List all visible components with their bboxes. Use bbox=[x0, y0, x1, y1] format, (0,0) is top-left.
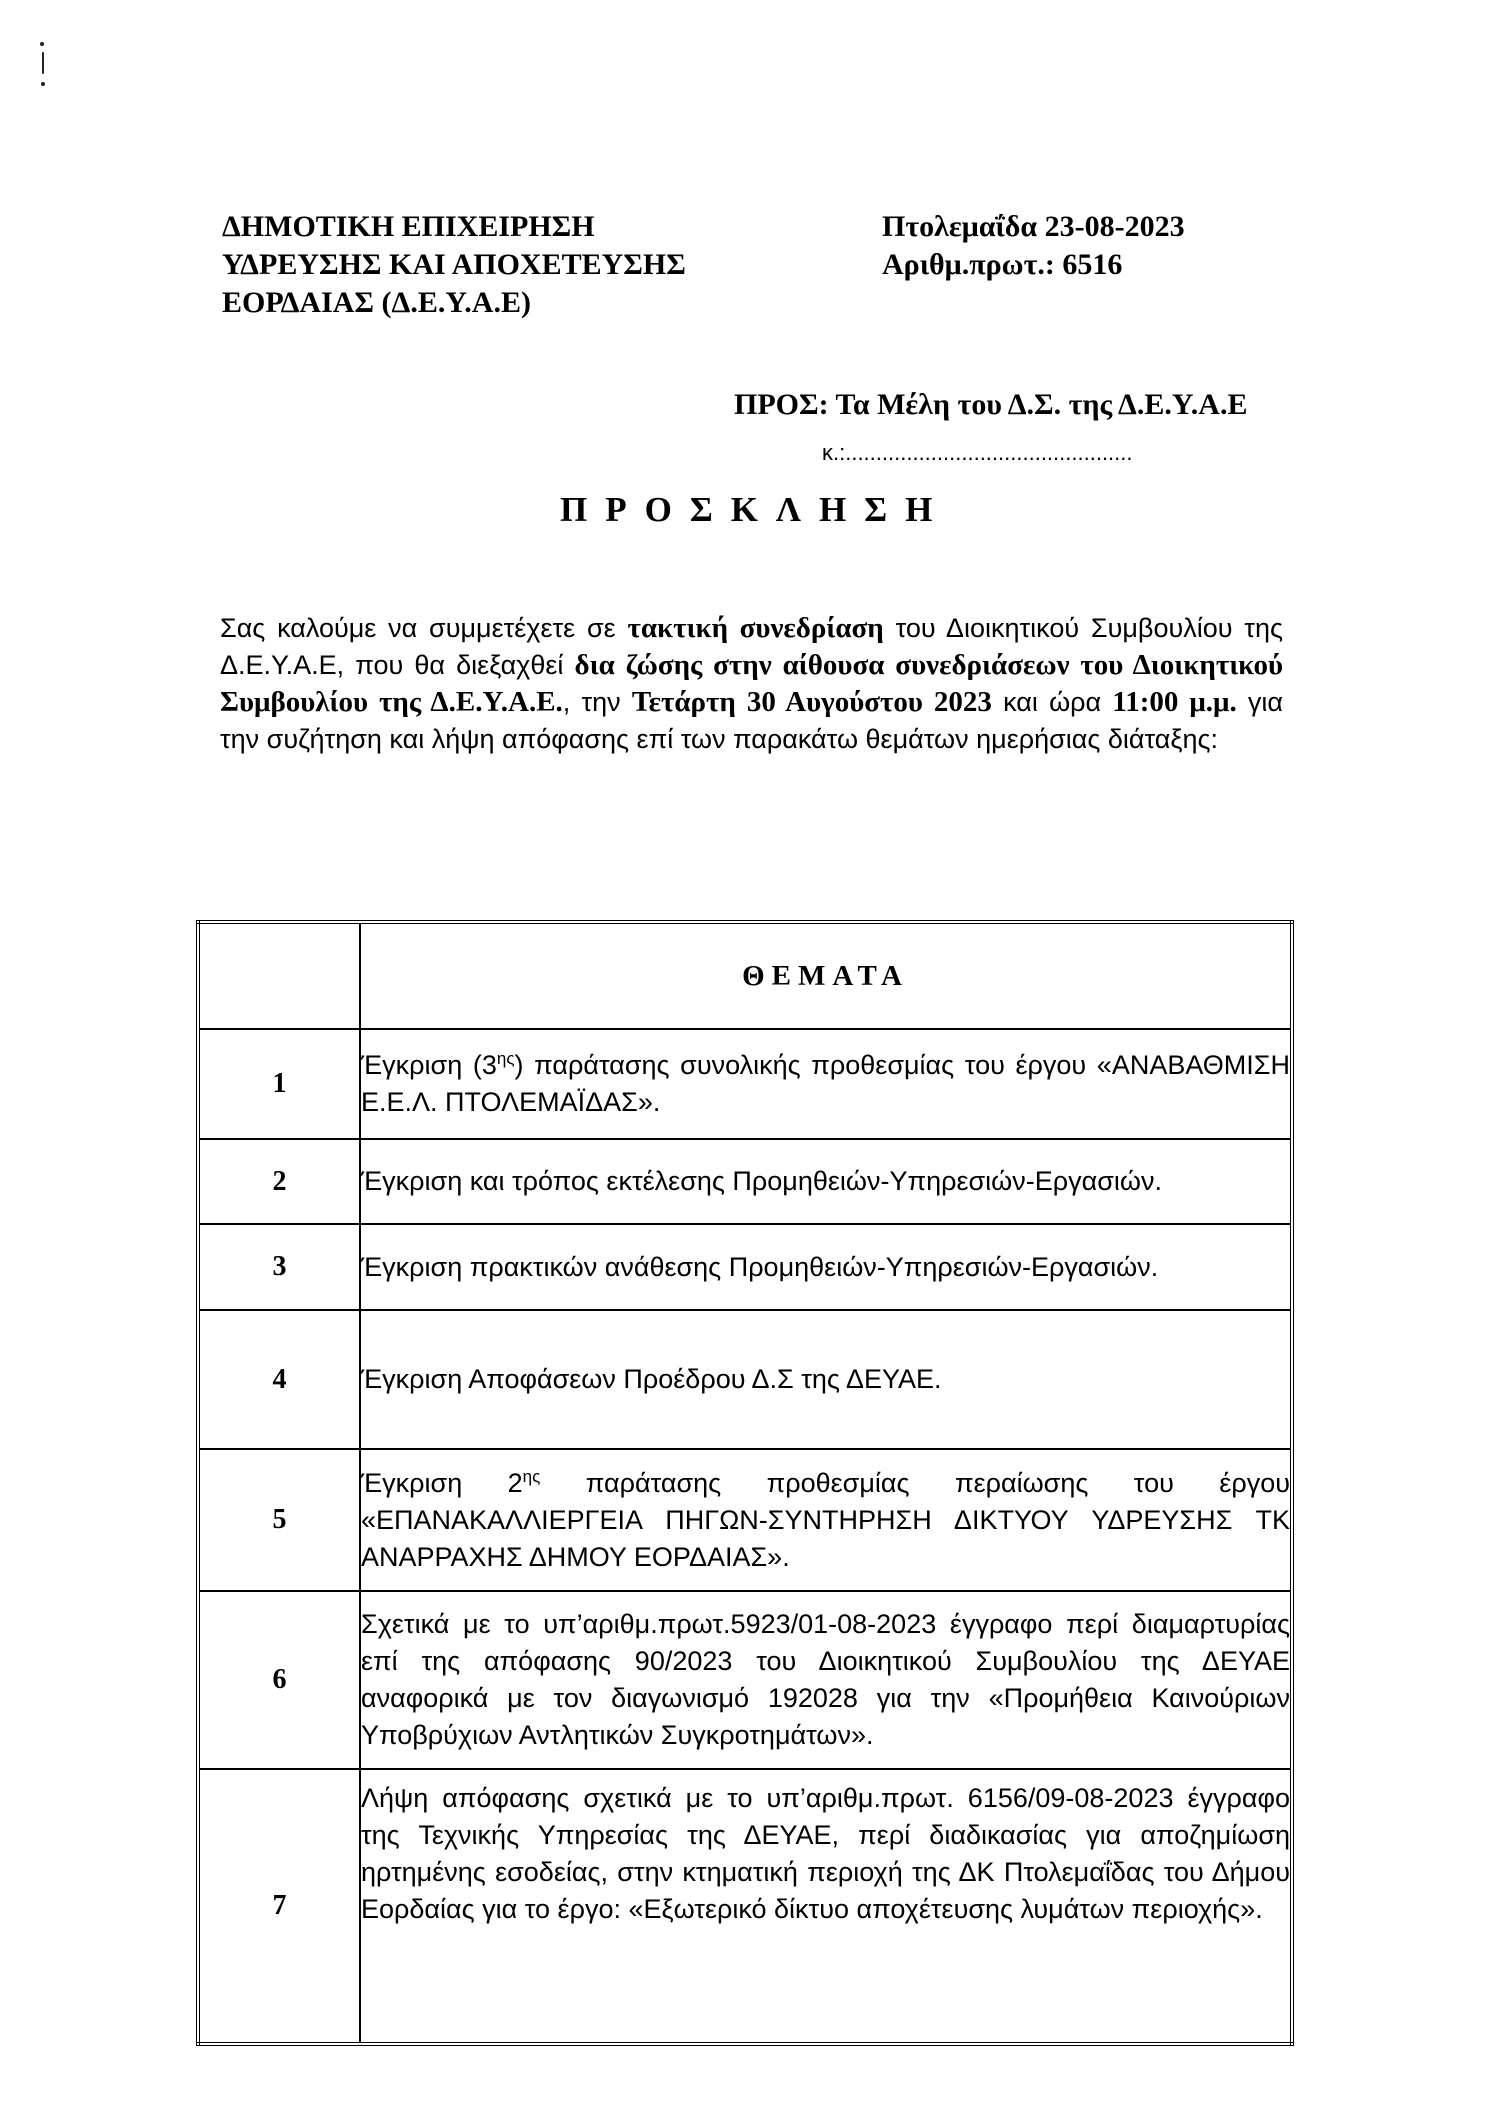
intro-bold-venue: δια ζώσης στην αίθουσα συνεδριάσεων του Διοικητικού Συμβουλίου της Δ.Ε.Υ.Α.Ε. bbox=[220, 649, 1283, 718]
sender-line-1: ΔΗΜΟΤΙΚΗ ΕΠΙΧΕΙΡΗΣΗ bbox=[222, 210, 595, 243]
agenda-item-text: Λήψη απόφασης σχετικά με το υπ’αριθμ.πρωτ. 6156/09-08-2023 έγγραφο της Τεχνικής Υπηρεσίας της ΔΕΥΑΕ, περί διαδικασίας για αποζημίωση ηρτημένης εσοδείας, στην κτηματική περιοχή της ΔΚ Πτολεμαΐδας του Δήμου Εορδαίας για το έργο: «Εξωτερικό δίκτυο αποχέτευσης λυμάτων περιοχής». bbox=[360, 1769, 1292, 2044]
recipient-name-line: κ.:............................................... bbox=[822, 440, 1133, 465]
meta-block bbox=[882, 208, 1185, 284]
sender-line-3: ΕΟΡΔΑΙΑΣ (Δ.Ε.Υ.Α.Ε) bbox=[222, 286, 531, 319]
intro-bold-date: Τετάρτη 30 Αυγούστου 2023 bbox=[631, 686, 992, 718]
intro-text-1: Σας καλούμε να συμμετέχετε σε bbox=[220, 613, 628, 643]
sender-block bbox=[222, 208, 686, 322]
scan-speck bbox=[40, 42, 44, 46]
agenda-item-number: 7 bbox=[198, 1769, 360, 2044]
agenda-item-number: 5 bbox=[198, 1449, 360, 1591]
agenda-header-blank bbox=[198, 922, 360, 1029]
agenda-row bbox=[198, 1310, 1292, 1449]
agenda-header: ΘΕΜΑΤΑ bbox=[360, 922, 1292, 1029]
agenda-item-text: Έγκριση Αποφάσεων Προέδρου Δ.Σ της ΔΕΥΑΕ. bbox=[360, 1310, 1292, 1449]
agenda-table bbox=[196, 920, 1294, 2046]
protocol-number: Αριθμ.πρωτ.: 6516 bbox=[882, 248, 1123, 281]
intro-bold-time: 11:00 μ.μ. bbox=[1112, 686, 1237, 718]
document-title: ΠΡΟΣΚΛΗΣΗ bbox=[560, 490, 951, 529]
agenda-item-number: 6 bbox=[198, 1591, 360, 1769]
agenda-row bbox=[198, 1769, 1292, 2044]
agenda-item-text: Έγκριση και τρόπος εκτέλεσης Προμηθειών-Υπηρεσιών-Εργασιών. bbox=[360, 1139, 1292, 1224]
intro-text-4: και ώρα bbox=[991, 687, 1113, 717]
agenda-row bbox=[198, 1449, 1292, 1591]
intro-text-2: του Διοικητικού Συμβουλίου της Δ.Ε.Υ.Α.Ε, που θα διεξαχθεί bbox=[220, 613, 1283, 680]
agenda-item-number: 1 bbox=[198, 1029, 360, 1139]
agenda-item-text: Έγκριση $2^{\eta\varsigma}$ παράτασης προθεσμίας περαίωσης του έργου «ΕΠΑΝΑΚΑΛΛΙΕΡΓΕΙΑ ΠΗΓΩΝ-ΣΥΝΤΗΡΗΣΗ ΔΙΚΤΥΟΥ ΥΔΡΕΥΣΗΣ ΤΚ ΑΝΑΡΡΑΧΗΣ ΔΗΜΟΥ ΕΟΡΔΑΙΑΣ». bbox=[360, 1449, 1292, 1591]
intro-text-5: για την συζήτηση και λήψη απόφασης επί των παρακάτω θεμάτων ημερήσιας διάταξης: bbox=[220, 687, 1284, 754]
intro-text-3: , την bbox=[562, 687, 632, 717]
agenda-item-text: Έγκριση πρακτικών ανάθεσης Προμηθειών-Υπηρεσιών-Εργασιών. bbox=[360, 1224, 1292, 1310]
place-date: Πτολεμαΐδα 23-08-2023 bbox=[882, 210, 1185, 243]
agenda-header-row bbox=[198, 922, 1292, 1029]
recipient-to: ΠΡΟΣ: Τα Μέλη του Δ.Σ. της Δ.Ε.Υ.Α.Ε bbox=[734, 388, 1248, 421]
agenda-row bbox=[198, 1029, 1292, 1139]
agenda-item-number: 3 bbox=[198, 1224, 360, 1310]
sender-line-2: ΥΔΡΕΥΣΗΣ ΚΑΙ ΑΠΟΧΕΤΕΥΣΗΣ bbox=[222, 248, 686, 281]
agenda-item-number: 4 bbox=[198, 1310, 360, 1449]
scan-speck bbox=[41, 82, 45, 86]
agenda-item-text: Σχετικά με το υπ’αριθμ.πρωτ.5923/01-08-2023 έγγραφο περί διαμαρτυρίας επί της απόφασης 90/2023 του Διοικητικού Συμβουλίου της ΔΕΥΑΕ αναφορικά με τον διαγωνισμό 192028 για την «Προμήθεια Καινούριων Υποβρύχιων Αντλητικών Συγκροτημάτων». bbox=[360, 1591, 1292, 1769]
agenda-row bbox=[198, 1224, 1292, 1310]
agenda-row bbox=[198, 1591, 1292, 1769]
scan-speck bbox=[42, 52, 44, 74]
agenda-row bbox=[198, 1139, 1292, 1224]
agenda-item-text: Έγκριση $(3^{\eta\varsigma})$ παράτασης συνολικής προθεσμίας του έργου «ΑΝΑΒΑΘΜΙΣΗ Ε.Ε.Λ. ΠΤΟΛΕΜΑΪΔΑΣ». bbox=[360, 1029, 1292, 1139]
agenda-item-number: 2 bbox=[198, 1139, 360, 1224]
intro-paragraph bbox=[220, 610, 1283, 758]
intro-bold-session: τακτική συνεδρίαση bbox=[627, 612, 884, 644]
